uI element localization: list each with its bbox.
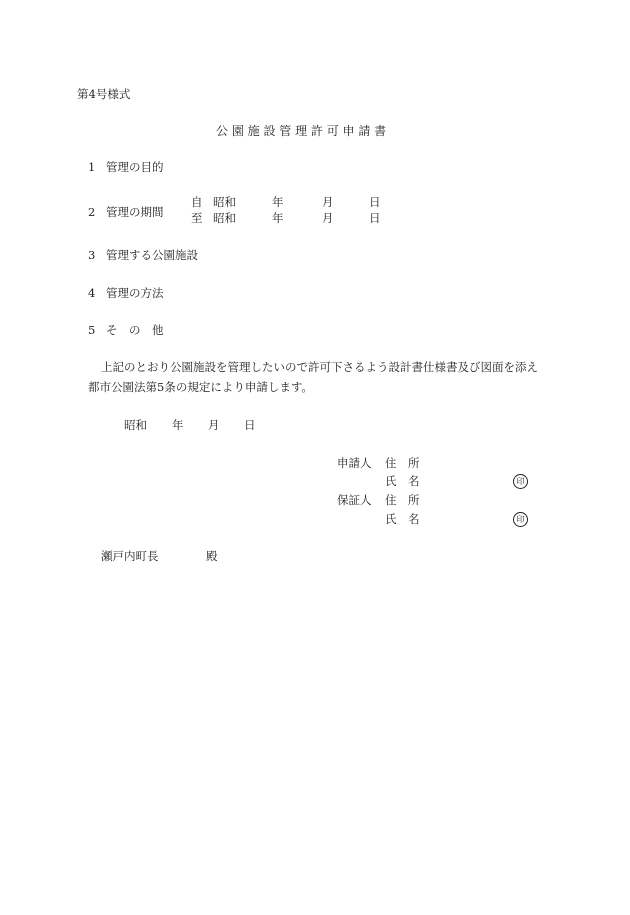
item-other-label: そ の 他 (106, 323, 164, 337)
period-from-day: 日 (369, 195, 381, 209)
guarantor-seal-mark: 印 (513, 512, 528, 527)
applicant-name-label: 氏 名 (385, 474, 420, 488)
period-to-prefix: 至 (191, 211, 203, 225)
date-year: 年 (172, 418, 184, 432)
body-text-line-2: 都市公園法第5条の規定により申請します。 (88, 380, 313, 394)
period-from-prefix: 自 (191, 195, 203, 209)
item-purpose-number: 1 (88, 160, 96, 174)
form-number: 第4号様式 (77, 87, 131, 101)
period-to-day: 日 (369, 211, 381, 225)
item-other-number: 5 (88, 323, 96, 337)
date-month: 月 (208, 418, 220, 432)
period-from-year: 年 (272, 195, 284, 209)
guarantor-name-label: 氏 名 (385, 512, 420, 526)
applicant-role: 申請人 (337, 456, 372, 470)
item-facility-number: 3 (88, 248, 96, 262)
applicant-address-label: 住 所 (385, 456, 420, 470)
document-title: 公 園 施 設 管 理 許 可 申 請 書 (216, 124, 387, 138)
date-day: 日 (244, 418, 256, 432)
item-period-label: 管理の期間 (106, 205, 164, 219)
date-era: 昭和 (124, 418, 147, 432)
item-facility-label: 管理する公園施設 (106, 248, 198, 262)
addressee-office: 瀬戸内町長 (101, 549, 159, 563)
item-method-number: 4 (88, 286, 96, 300)
guarantor-role: 保証人 (337, 493, 372, 507)
period-from-month: 月 (322, 195, 334, 209)
period-from-era: 昭和 (213, 195, 236, 209)
body-text-line-1: 上記のとおり公園施設を管理したいので許可下さるよう設計書仕様書及び図面を添え (101, 360, 538, 374)
item-method-label: 管理の方法 (106, 286, 164, 300)
guarantor-address-label: 住 所 (385, 493, 420, 507)
period-to-era: 昭和 (213, 211, 236, 225)
item-period-number: 2 (88, 205, 96, 219)
addressee-honorific: 殿 (206, 549, 218, 563)
period-to-year: 年 (272, 211, 284, 225)
period-to-month: 月 (322, 211, 334, 225)
item-purpose-label: 管理の目的 (106, 160, 164, 174)
applicant-seal-mark: 印 (513, 474, 528, 489)
